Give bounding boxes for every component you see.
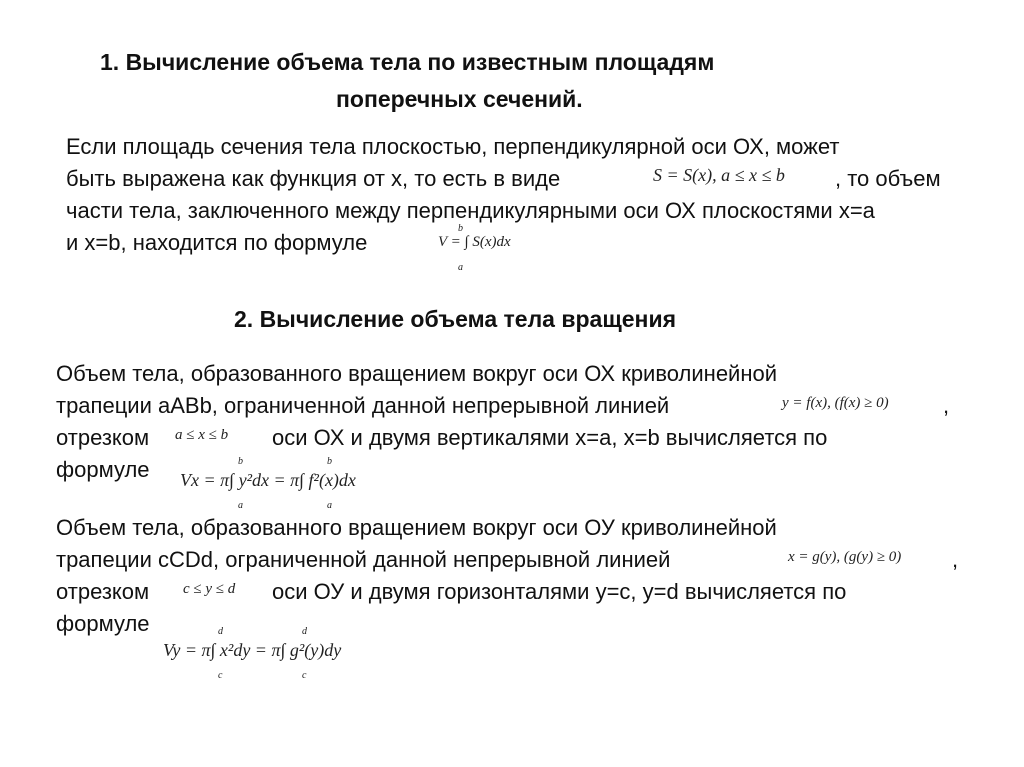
formula-volume-text: V = ∫ S(x)dx [438, 234, 511, 250]
formula-volume-lower-limit: a [458, 262, 463, 273]
s2-p1-line1: Объем тела, образованного вращением вокруг оси ОХ криволинейной [56, 361, 778, 386]
formula-vx-upper-limit-1: b [238, 456, 243, 467]
s2-p2-line1: Объем тела, образованного вращением вокруг оси ОУ криволинейной [56, 515, 777, 540]
formula-vx-upper-limit-2: b [327, 456, 332, 467]
formula-vy-lower-limit-2: c [302, 670, 307, 681]
formula-vy-lower-limit-1: c [218, 670, 223, 681]
section1-heading-line1: 1. Вычисление объема тела по известным площадям [100, 49, 715, 75]
section2-heading: 2. Вычисление объема тела вращения [234, 306, 676, 332]
s1-text-line2a: быть выражена как функция от х, то есть в виде [66, 166, 561, 191]
formula-s-of-x: S = S(x), a ≤ x ≤ b [653, 165, 785, 185]
s2-p2-line3b: оси ОУ и двумя горизонталями у=с, у=d вычисляется по [272, 579, 847, 604]
s2-p1-line4: формуле [56, 457, 150, 482]
s2-p2-line2: трапеции cCDd, ограниченной данной непрерывной линией [56, 547, 671, 572]
s2-p1-line2: трапеции аАВb, ограниченной данной непрерывной линией [56, 393, 670, 418]
formula-vx-lower-limit-2: a [327, 500, 332, 511]
formula-vy-upper-limit-1: d [218, 626, 223, 637]
formula-c-y-d: c ≤ y ≤ d [183, 581, 236, 597]
formula-a-x-b: a ≤ x ≤ b [175, 427, 229, 443]
s1-text-line3: части тела, заключенного между перпендикулярными оси ОХ плоскостями х=а [66, 198, 875, 223]
formula-vy: Vy = π∫ x²dy = π∫ g²(y)dy [163, 640, 342, 660]
s1-text-line4: и х=b, находится по формуле [66, 230, 368, 255]
s1-text-line2b: , то объем [835, 166, 941, 191]
formula-x-g-of-y: x = g(y), (g(y) ≥ 0) [788, 549, 902, 565]
s2-p2-line3a: отрезком [56, 579, 150, 604]
s2-p1-comma: , [943, 393, 950, 418]
formula-volume [438, 234, 511, 251]
s2-p1-line3b: оси ОХ и двумя вертикалями х=а, х=b вычисляется по [272, 425, 828, 450]
s1-text-line1: Если площадь сечения тела плоскостью, перпендикулярной оси ОХ, может [66, 134, 840, 159]
formula-y-f-of-x: y = f(x), (f(x) ≥ 0) [782, 395, 889, 411]
s2-p2-comma: , [952, 547, 959, 572]
s2-p2-line4: формуле [56, 611, 150, 636]
formula-vx-lower-limit-1: a [238, 500, 243, 511]
formula-vy-upper-limit-2: d [302, 626, 307, 637]
section1-heading-line2: поперечных сечений. [336, 86, 583, 112]
s2-p1-line3a: отрезком [56, 425, 150, 450]
formula-volume-upper-limit: b [458, 223, 463, 234]
formula-vx: Vx = π∫ y²dx = π∫ f²(x)dx [180, 470, 356, 490]
